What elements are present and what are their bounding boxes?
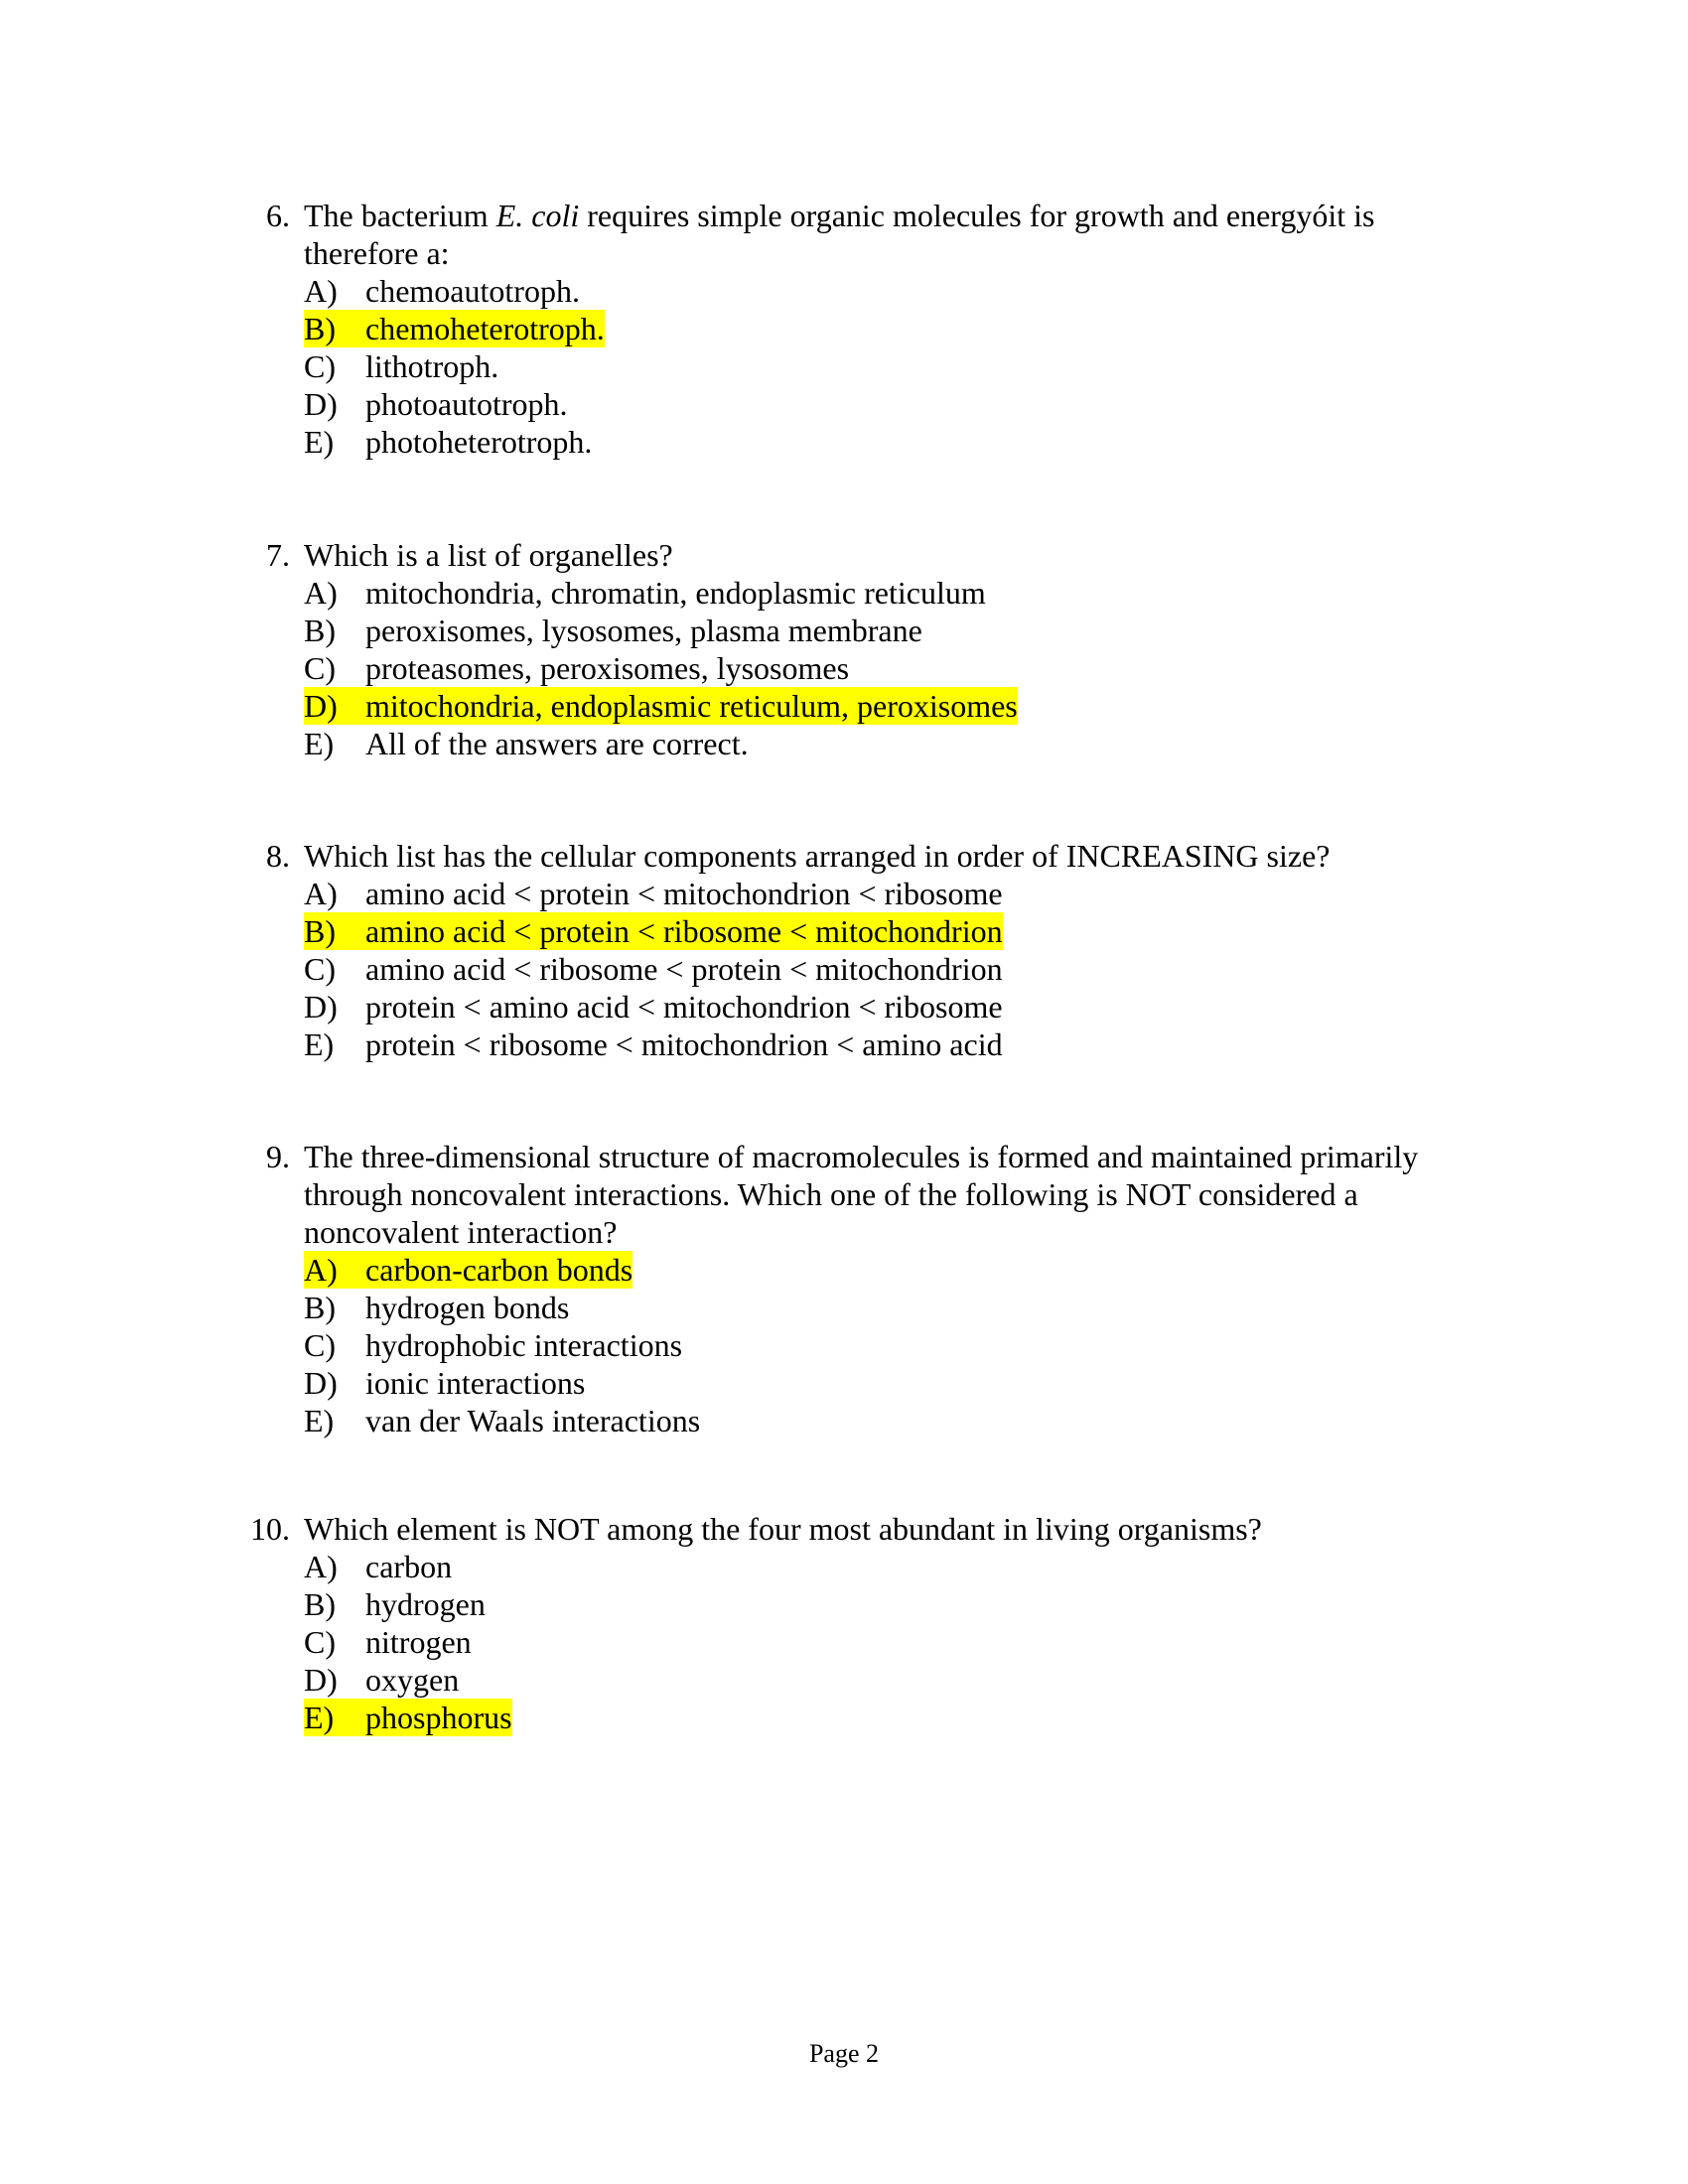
answer-option-highlighted bbox=[304, 687, 1018, 725]
answer-option-highlighted bbox=[304, 912, 1003, 950]
answer-option bbox=[304, 574, 986, 612]
answer-option bbox=[304, 1661, 459, 1699]
option-letter: C) bbox=[304, 650, 336, 686]
question-number: 9. bbox=[266, 1139, 290, 1174]
option-letter: A) bbox=[304, 876, 338, 911]
question-8 bbox=[248, 837, 1479, 1063]
answer-option bbox=[304, 385, 568, 423]
option-letter: E) bbox=[304, 726, 335, 761]
answer-option bbox=[304, 272, 580, 310]
stem-text: The three-dimensional structure of macromolecules is formed and maintained primarily through noncovalent interactions. Which one of the following is NOT considered a noncovalent interaction? bbox=[304, 1139, 1419, 1250]
option-text: lithotroph. bbox=[365, 348, 499, 384]
option-text: photoautotroph. bbox=[365, 386, 568, 422]
answer-option bbox=[304, 1548, 452, 1585]
option-letter: B) bbox=[304, 1586, 336, 1622]
option-letter: C) bbox=[304, 348, 336, 384]
answer-options bbox=[248, 272, 1479, 461]
option-letter: A) bbox=[304, 1549, 338, 1584]
option-text: amino acid < protein < mitochondrion < ribosome bbox=[365, 876, 1003, 911]
answer-option bbox=[304, 1289, 569, 1326]
option-letter: E) bbox=[304, 1700, 335, 1735]
option-text: ionic interactions bbox=[365, 1365, 586, 1401]
answer-option bbox=[304, 1585, 486, 1623]
page-number: Page 2 bbox=[808, 2039, 880, 2068]
option-text: mitochondria, endoplasmic reticulum, peroxisomes bbox=[365, 688, 1018, 724]
option-text: proteasomes, peroxisomes, lysosomes bbox=[365, 650, 850, 686]
option-text: amino acid < protein < ribosome < mitochondrion bbox=[365, 913, 1003, 949]
answer-option bbox=[304, 1025, 1003, 1063]
option-text: chemoautotroph. bbox=[365, 273, 580, 309]
option-text: peroxisomes, lysosomes, plasma membrane bbox=[365, 613, 922, 648]
answer-option bbox=[304, 347, 498, 385]
option-text: van der Waals interactions bbox=[365, 1403, 701, 1438]
answer-option bbox=[304, 423, 592, 461]
answer-options bbox=[248, 1251, 1479, 1439]
option-letter: B) bbox=[304, 1290, 336, 1325]
stem-text: Which list has the cellular components arranged in order of INCREASING size? bbox=[304, 838, 1331, 874]
answer-option bbox=[304, 950, 1003, 988]
question-10 bbox=[248, 1510, 1479, 1736]
option-letter: D) bbox=[304, 386, 338, 422]
answer-option-highlighted bbox=[304, 310, 605, 347]
option-text: carbon bbox=[365, 1549, 453, 1584]
option-letter: B) bbox=[304, 613, 336, 648]
answer-option bbox=[304, 1402, 700, 1439]
option-text: hydrophobic interactions bbox=[365, 1327, 683, 1363]
stem-italic-text: E. coli bbox=[495, 198, 580, 233]
answer-option bbox=[304, 875, 1003, 912]
option-letter: E) bbox=[304, 424, 335, 460]
stem-text: The bacterium bbox=[304, 198, 496, 233]
option-text: phosphorus bbox=[365, 1700, 512, 1735]
question-stem bbox=[248, 1510, 1479, 1548]
option-letter: A) bbox=[304, 1252, 338, 1288]
answer-option bbox=[304, 612, 922, 649]
stem-text: requires simple organic molecules for growth and energyóit is therefore a: bbox=[304, 198, 1375, 271]
answer-option bbox=[304, 1364, 585, 1402]
option-letter: E) bbox=[304, 1026, 335, 1062]
option-letter: C) bbox=[304, 1327, 336, 1363]
option-text: oxygen bbox=[365, 1662, 460, 1698]
option-text: protein < amino acid < mitochondrion < ribosome bbox=[365, 989, 1003, 1024]
question-number: 10. bbox=[250, 1511, 290, 1547]
answer-options bbox=[248, 1548, 1479, 1736]
option-text: hydrogen bonds bbox=[365, 1290, 570, 1325]
answer-options bbox=[248, 875, 1479, 1063]
stem-text: Which element is NOT among the four most abundant in living organisms? bbox=[304, 1511, 1262, 1547]
question-stem bbox=[248, 197, 1479, 272]
question-number: 6. bbox=[266, 198, 290, 233]
question-stem bbox=[248, 837, 1479, 875]
question-stem bbox=[248, 1138, 1479, 1251]
question-9 bbox=[248, 1138, 1479, 1439]
option-text: All of the answers are correct. bbox=[365, 726, 749, 761]
option-letter: C) bbox=[304, 1624, 336, 1660]
option-letter: B) bbox=[304, 913, 336, 949]
answer-option-highlighted bbox=[304, 1251, 633, 1289]
option-letter: D) bbox=[304, 989, 338, 1024]
option-letter: C) bbox=[304, 951, 336, 987]
stem-text: Which is a list of organelles? bbox=[304, 537, 673, 573]
option-text: hydrogen bbox=[365, 1586, 486, 1622]
option-text: mitochondria, chromatin, endoplasmic reticulum bbox=[365, 575, 986, 611]
option-letter: A) bbox=[304, 575, 338, 611]
option-text: protein < ribosome < mitochondrion < amino acid bbox=[365, 1026, 1003, 1062]
option-text: nitrogen bbox=[365, 1624, 472, 1660]
answer-option bbox=[304, 988, 1003, 1025]
question-6 bbox=[248, 197, 1479, 461]
page-footer bbox=[0, 2035, 1688, 2073]
option-letter: B) bbox=[304, 311, 336, 346]
answer-option-highlighted bbox=[304, 1699, 512, 1736]
option-letter: E) bbox=[304, 1403, 335, 1438]
answer-options bbox=[248, 574, 1479, 762]
answer-option bbox=[304, 725, 749, 762]
option-letter: D) bbox=[304, 1365, 338, 1401]
question-7 bbox=[248, 536, 1479, 762]
answer-option bbox=[304, 1623, 472, 1661]
option-text: amino acid < ribosome < protein < mitochondrion bbox=[365, 951, 1003, 987]
option-text: photoheterotroph. bbox=[365, 424, 593, 460]
option-letter: D) bbox=[304, 1662, 338, 1698]
answer-option bbox=[304, 1326, 682, 1364]
option-letter: D) bbox=[304, 688, 338, 724]
question-number: 8. bbox=[266, 838, 290, 874]
question-stem bbox=[248, 536, 1479, 574]
option-text: carbon-carbon bonds bbox=[365, 1252, 633, 1288]
question-number: 7. bbox=[266, 537, 290, 573]
option-text: chemoheterotroph. bbox=[365, 311, 605, 346]
option-letter: A) bbox=[304, 273, 338, 309]
answer-option bbox=[304, 649, 849, 687]
